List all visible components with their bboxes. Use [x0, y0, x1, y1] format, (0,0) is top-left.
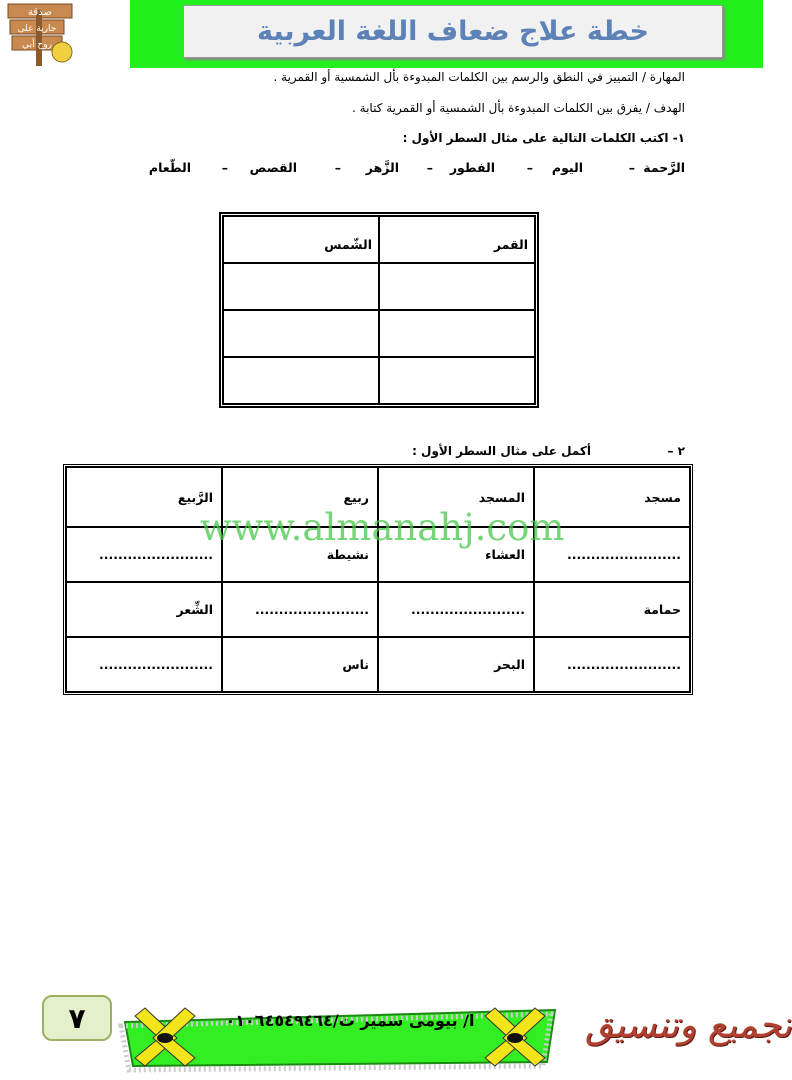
table-cell: البحر: [378, 637, 534, 692]
table-header-cell: القمر: [379, 216, 535, 263]
answer-cell[interactable]: [223, 263, 379, 310]
table-row: [223, 263, 535, 310]
answer-cell[interactable]: [379, 263, 535, 310]
table-cell: ربيع: [222, 467, 378, 527]
table-row: [66, 637, 690, 692]
word-5: القصص: [249, 160, 297, 175]
credit-text: تجميع وتنسيق: [585, 1005, 792, 1046]
table-header-cell: الشّمس: [223, 216, 379, 263]
skill-line: المهارة / التمييز في النطق والرسم بين الكلمات المبدوءة بأل الشمسية أو القمرية .: [273, 70, 685, 84]
blank-cell[interactable]: ........................: [378, 582, 534, 637]
exercise1-instruction: ١- اكتب الكلمات التالية على مثال السطر الأول :: [402, 131, 685, 145]
table-cell: ناس: [222, 637, 378, 692]
logo-line-2: جارية على: [17, 24, 57, 34]
goal-line: الهدف / يفرق بين الكلمات المبدوءة بأل الشمسية أو القمرية كتابة .: [352, 101, 685, 115]
table-row: [66, 582, 690, 637]
completion-table: [63, 464, 693, 695]
word-2: اليوم: [551, 160, 583, 175]
answer-cell[interactable]: [223, 357, 379, 404]
exercise2-instruction: أكمل على مثال السطر الأول :: [412, 444, 591, 458]
blank-cell[interactable]: ........................: [534, 637, 690, 692]
table-cell: العشاء: [378, 527, 534, 582]
table-cell: الرَّبيع: [66, 467, 222, 527]
sun-moon-table: [220, 213, 538, 407]
page-number: ٧: [42, 995, 112, 1041]
table-row: [223, 310, 535, 357]
table-cell: المسجد: [378, 467, 534, 527]
word-4: الزَّهر: [365, 160, 399, 175]
dash: –: [628, 160, 635, 175]
table-row: [223, 216, 535, 263]
dash: –: [334, 160, 341, 175]
word-1: الرَّحمة: [643, 160, 685, 175]
dash: –: [221, 160, 228, 175]
answer-cell[interactable]: [379, 357, 535, 404]
blank-cell[interactable]: ........................: [66, 637, 222, 692]
blank-cell[interactable]: ........................: [222, 582, 378, 637]
exercise2-number: ٢ –: [667, 444, 685, 458]
word-6: الطّعام: [148, 160, 191, 175]
blank-cell[interactable]: ........................: [534, 527, 690, 582]
page-title: خطة علاج ضعاف اللغة العربية: [257, 16, 649, 47]
logo-sign: [0, 0, 130, 68]
author-contact: ا/ بيومى سمير ت/٠١٠٦٤٥٤٩٤٦٤: [225, 1011, 475, 1030]
table-cell: حمامة: [534, 582, 690, 637]
logo-line-1: صدقة: [28, 7, 52, 18]
dash: –: [426, 160, 433, 175]
dash: –: [526, 160, 533, 175]
watermark: www.almanahj.com: [200, 506, 565, 549]
title-box: [183, 5, 723, 58]
blank-cell[interactable]: ........................: [66, 527, 222, 582]
table-cell: نشيطة: [222, 527, 378, 582]
answer-cell[interactable]: [379, 310, 535, 357]
table-row: [223, 357, 535, 404]
logo-line-3: روح أبي: [22, 40, 52, 50]
answer-cell[interactable]: [223, 310, 379, 357]
word-3: الفطور: [449, 160, 495, 175]
table-cell: مسجد: [534, 467, 690, 527]
table-cell: الشِّعر: [66, 582, 222, 637]
